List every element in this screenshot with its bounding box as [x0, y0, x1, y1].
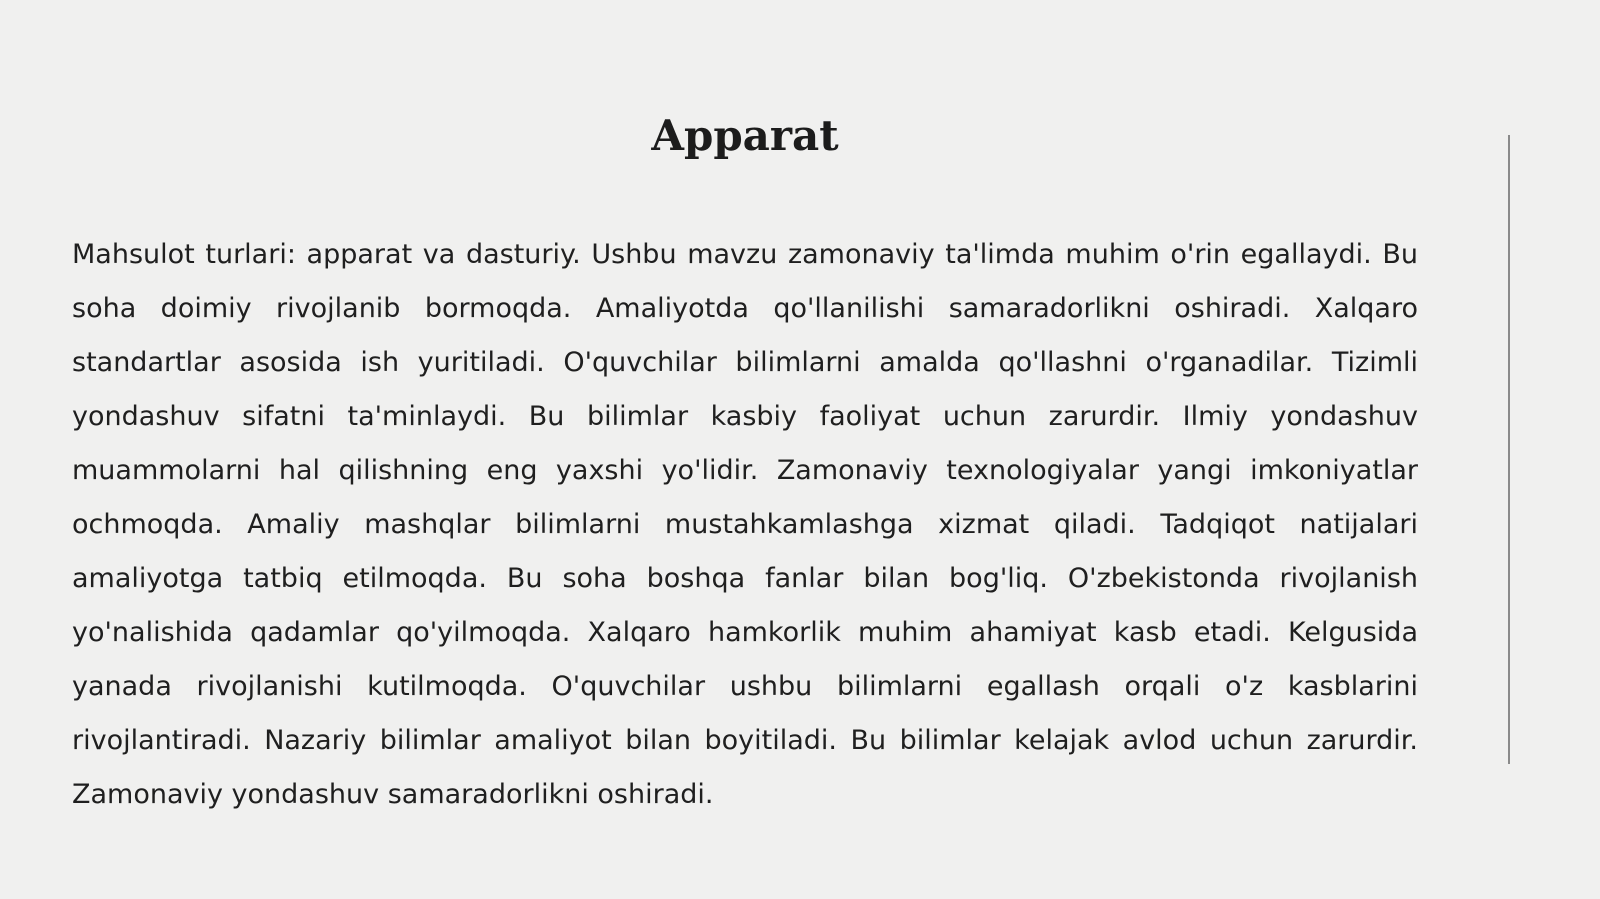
slide-body-text: Mahsulot turlari: apparat va dasturiy. Ushbu mavzu zamonaviy ta'limda muhim o'rin egallaydi. Bu soha doimiy rivojlanib bormoqda. Amaliyotda qo'llanilishi samaradorlikni oshiradi. Xalqaro standartlar asosida ish yuritiladi. O'quvchilar bilimlarni amalda qo'llashni o'rganadilar. Tizimli yondashuv sifatni ta'minlaydi. Bu bilimlar kasbiy faoliyat uchun zarurdir. Ilmiy yondashuv muammolarni hal qilishning eng yaxshi yo'lidir. Zamonaviy texnologiyalar yangi imkoniyatlar ochmoqda. Amaliy mashqlar bilimlarni mustahkamlashga xizmat qiladi. Tadqiqot natijalari amaliyotga tatbiq etilmoqda. Bu soha boshqa fanlar bilan bog'liq. O'zbekistonda rivojlanish yo'nalishida qadamlar qo'yilmoqda. Xalqaro hamkorlik muhim ahamiyat kasb etadi. Kelgusida yanada rivojlanishi kutilmoqda. O'quvchilar ushbu bilimlarni egallash orqali o'z kasblarini rivojlantiradi. Nazariy bilimlar amaliyot bilan boyitiladi. Bu bilimlar kelajak avlod uchun zarurdir. Zamonaviy yondashuv samaradorlikni oshiradi.	[72, 239, 1418, 810]
vertical-divider	[1508, 135, 1510, 764]
slide-title: Apparat	[651, 111, 839, 160]
